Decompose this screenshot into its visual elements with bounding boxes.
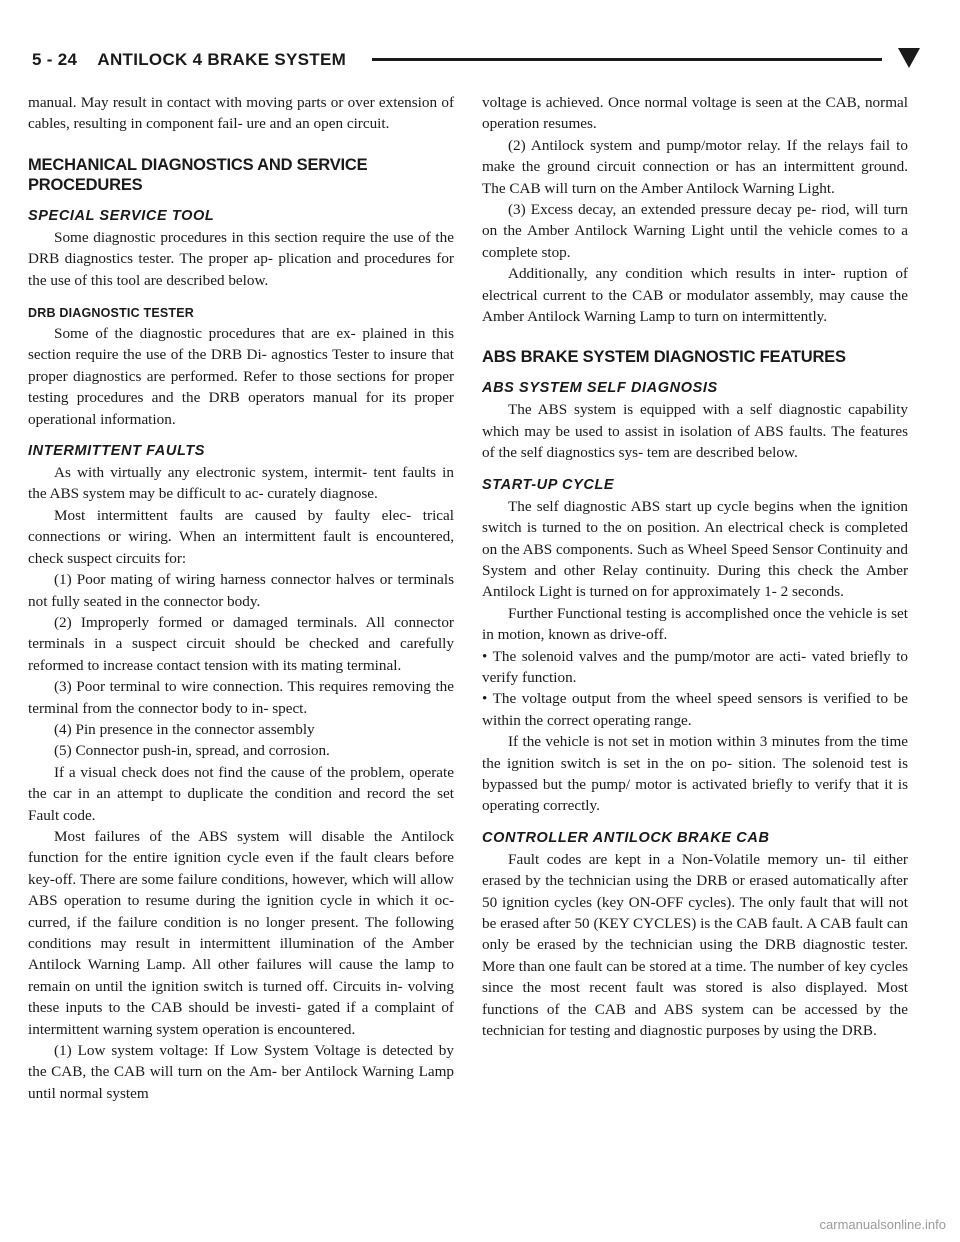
bullet-text: The solenoid valves and the pump/motor are acti- vated briefly to verify function. <box>482 647 909 686</box>
left-column <box>28 92 454 1104</box>
subheading-special-service-tool: SPECIAL SERVICE TOOL <box>28 207 215 224</box>
list-item: (1) Poor mating of wiring harness connector halves or terminals not fully seated in the connector body. <box>28 571 454 610</box>
continued-paragraph: voltage is achieved. Once normal voltage is seen at the CAB, normal operation resumes. <box>482 94 908 133</box>
subheading-intermittent-faults: INTERMITTENT FAULTS <box>28 443 206 460</box>
list-item: (5) Connector push-in, spread, and corrosion. <box>54 742 330 760</box>
subheading-controller-cab: CONTROLLER ANTILOCK BRAKE CAB <box>482 829 770 846</box>
paragraph: Most failures of the ABS system will disable the Antilock function for the entire ignition cycle even if the fault clears before key-off. There are some failure conditions, however, which will allow ABS operation to resume during the ignition cycle in which it oc- curred, if the failure condition is no longer present. The following conditions may result in intermittent illumination of the Amber Antilock Warning Lamp. All other failures will cause the lamp to remain on until the ignition switch is turned off. Circuits in- volving these inputs to the CAB should be investi- gated if a complaint of intermittent warning system operation is encountered. <box>28 827 454 1038</box>
bullet-text: The voltage output from the wheel speed sensors is verified to be within the correct operating range. <box>482 690 908 729</box>
section-heading-abs-diagnostic-features: ABS BRAKE SYSTEM DIAGNOSTIC FEATURES <box>482 348 846 367</box>
bullet-icon: • <box>482 647 488 665</box>
subheading-drb-tester: DRB DIAGNOSTIC TESTER <box>28 306 195 321</box>
list-item: (1) Low system voltage: If Low System Voltage is detected by the CAB, the CAB will turn on the Am- ber Antilock Warning Lamp until normal system <box>28 1042 454 1102</box>
paragraph: If a visual check does not find the cause of the problem, operate the car in an attempt to duplicate the condition and record the set Fault code. <box>28 763 454 824</box>
bullet-item <box>482 646 908 689</box>
page-number: 5 - 24 <box>32 50 78 69</box>
paragraph: The ABS system is equipped with a self diagnostic capability which may be used to assist in isolation of ABS faults. The features of the self diagnostics sys- tem are described below. <box>482 401 908 462</box>
triangle-marker-icon <box>898 48 920 68</box>
right-column <box>482 92 908 1041</box>
section-heading-mechanical: MECHANICAL DIAGNOSTICS AND SERVICE PROCEDURES <box>28 155 368 194</box>
paragraph: Some diagnostic procedures in this section require the use of the DRB diagnostics tester. The proper ap- plication and procedures for the use of this tool are described below. <box>28 228 454 289</box>
paragraph: Some of the diagnostic procedures that are ex- plained in this section require the use of the DRB Di- agnostics Tester to insure that proper diagnostics are performed. Refer to those sections for proper testing procedures and the DRB operators manual for its proper operational information. <box>28 325 454 428</box>
list-item: (2) Improperly formed or damaged terminals. All connector terminals in a suspect circuit should be checked and carefully reformed to increase contact tension with its mating terminal. <box>28 613 454 674</box>
list-item: (3) Poor terminal to wire connection. This requires removing the terminal from the connector body to in- spect. <box>28 678 454 717</box>
paragraph: The self diagnostic ABS start up cycle begins when the ignition switch is turned to the on position. An electrical check is completed on the ABS components. Such as Wheel Speed Sensor Continuity and System and other Relay continuity. During this check the Amber Antilock Light is turned on for approximately 1- 2 seconds. <box>482 497 908 601</box>
paragraph: Most intermittent faults are caused by faulty elec- trical connections or wiring. When an intermittent fault is encountered, check suspect circuits for: <box>28 506 454 567</box>
watermark: carmanualsonline.info <box>819 1217 946 1232</box>
list-item: (4) Pin presence in the connector assembly <box>54 720 315 738</box>
paragraph: Fault codes are kept in a Non-Volatile memory un- til either erased by the technician using the DRB or erased automatically after 50 ignition cycles (key ON-OFF cycles). The only fault that will not be erased after 50 (KEY CYCLES) is the CAB fault. A CAB fault can only be erased by the technician using the DRB diagnostic tester. More than one fault can be stored at a time. The number of key cycles since the most recent fault was stored is also displayed. Most functions of the CAB and ABS system can be accessed by the technician for testing and diagnostic purposes by using the DRB. <box>482 850 908 1040</box>
bullet-item <box>482 688 908 731</box>
intro-paragraph: manual. May result in contact with moving parts or over extension of cables, resulting in component fail- ure and an open circuit. <box>28 94 454 133</box>
list-item: (3) Excess decay, an extended pressure decay pe- riod, will turn on the Amber Antilock Warning Light until the vehicle comes to a complete stop. <box>482 201 908 261</box>
subheading-self-diagnosis: ABS SYSTEM SELF DIAGNOSIS <box>482 380 718 397</box>
header-rule <box>372 58 882 61</box>
chapter-title: ANTILOCK 4 BRAKE SYSTEM <box>97 50 347 69</box>
bullet-icon: • <box>482 690 488 708</box>
page-header <box>32 46 920 74</box>
paragraph: Further Functional testing is accomplished once the vehicle is set in motion, known as drive-off. <box>482 604 908 644</box>
paragraph: If the vehicle is not set in motion within 3 minutes from the time the ignition switch is set in the on po- sition. The solenoid test is bypassed but the pump/ motor is activated briefly to verify that it is operating correctly. <box>482 733 908 815</box>
page-header-text <box>32 50 346 70</box>
list-item: (2) Antilock system and pump/motor relay. If the relays fail to make the ground circuit connection or has an intermittent ground. The CAB will turn on the Amber Antilock Warning Light. <box>482 136 908 197</box>
subheading-start-up-cycle: START-UP CYCLE <box>482 476 615 493</box>
paragraph: As with virtually any electronic system, intermit- tent faults in the ABS system may be difficult to ac- curately diagnose. <box>28 464 454 503</box>
paragraph: Additionally, any condition which results in inter- ruption of electrical current to the CAB or modulator assembly, may cause the Amber Antilock Warning Lamp to turn on intermittently. <box>482 265 908 326</box>
